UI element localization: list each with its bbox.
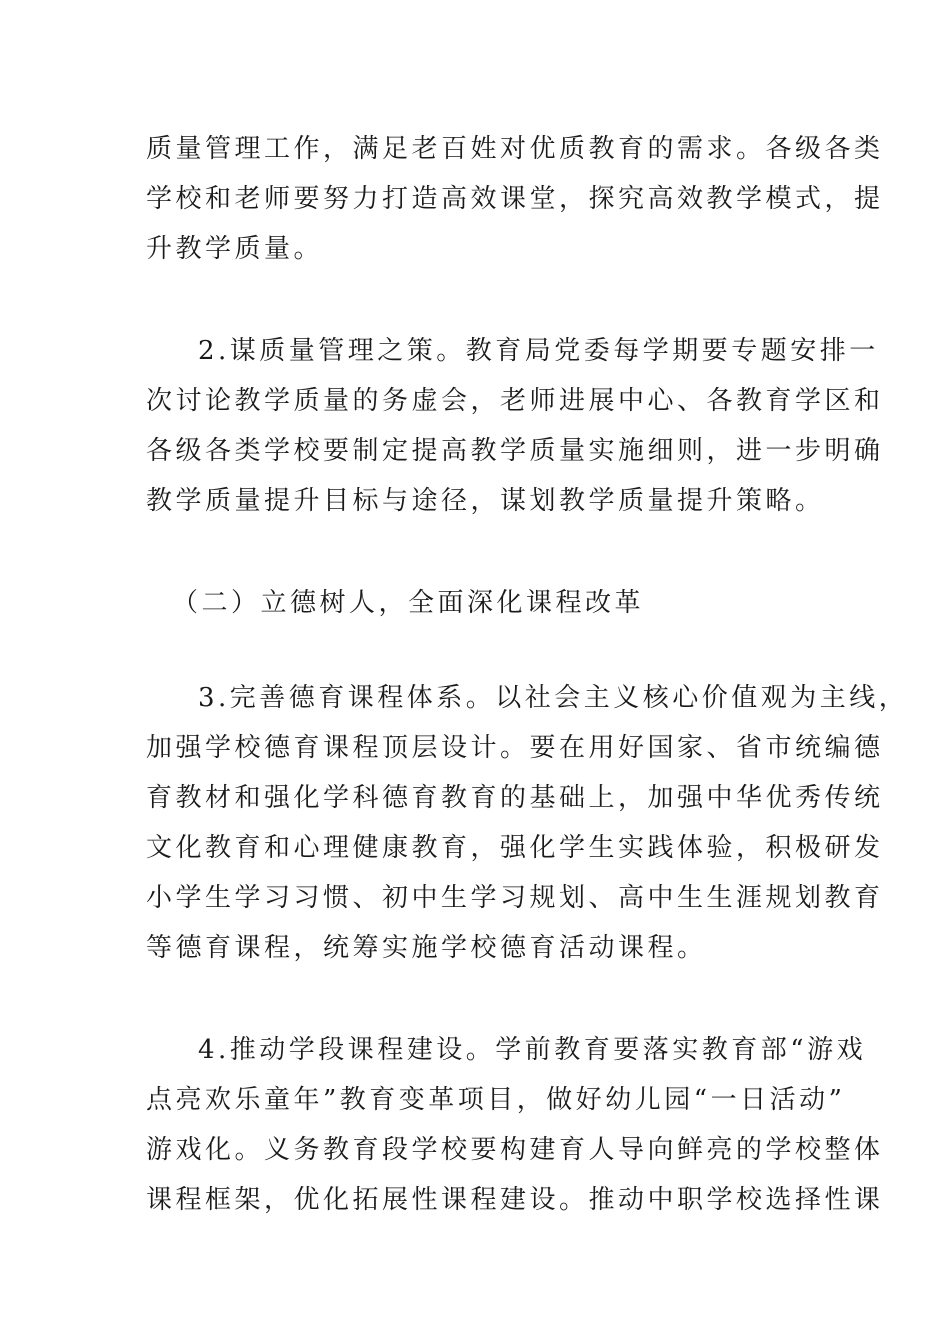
paragraph-line: 2.谋质量管理之策。教育局党委每学期要专题安排一 [198, 336, 879, 366]
paragraph-line: 4.推动学段课程建设。学前教育要落实教育部“游戏 [198, 1035, 867, 1065]
section-heading: （二）立德树人，全面深化课程改革 [172, 588, 645, 618]
paragraph-line: 次讨论教学质量的务虚会，老师进展中心、各教育学区和 [146, 386, 884, 416]
paragraph-line: 学校和老师要努力打造高效课堂，探究高效教学模式，提 [146, 184, 884, 214]
paragraph-line: 小学生学习习惯、初中生学习规划、高中生生涯规划教育 [146, 883, 884, 913]
paragraph-line: 各级各类学校要制定提高教学质量实施细则，进一步明确 [146, 436, 884, 466]
paragraph-line: 教学质量提升目标与途径，谋划教学质量提升策略。 [146, 486, 825, 516]
paragraph-line: 加强学校德育课程顶层设计。要在用好国家、省市统编德 [146, 733, 884, 763]
paragraph-line: 课程框架，优化拓展性课程建设。推动中职学校选择性课 [146, 1185, 884, 1215]
paragraph-line: 文化教育和心理健康教育，强化学生实践体验，积极研发 [146, 833, 884, 863]
paragraph-line: 点亮欢乐童年”教育变革项目，做好幼儿园“一日活动” [146, 1085, 846, 1115]
paragraph-line: 等德育课程，统筹实施学校德育活动课程。 [146, 933, 707, 963]
paragraph-line: 升教学质量。 [146, 234, 324, 264]
paragraph-line: 育教材和强化学科德育教育的基础上，加强中华优秀传统 [146, 783, 884, 813]
paragraph-line: 游戏化。义务教育段学校要构建育人导向鲜亮的学校整体 [146, 1135, 884, 1165]
paragraph-line: 3.完善德育课程体系。以社会主义核心价值观为主线， [198, 683, 909, 713]
paragraph-line: 质量管理工作，满足老百姓对优质教育的需求。各级各类 [146, 134, 884, 164]
